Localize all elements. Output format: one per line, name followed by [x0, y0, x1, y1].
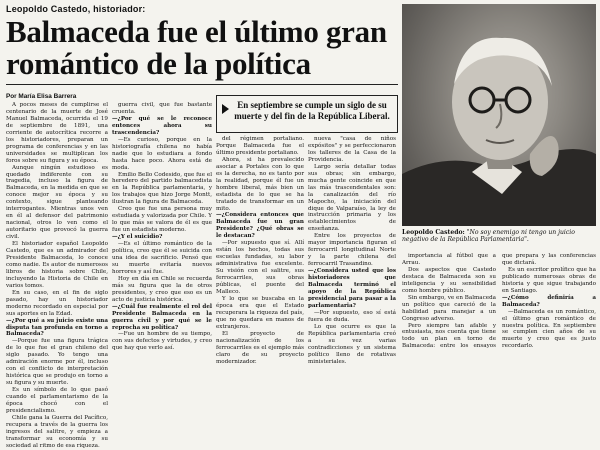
article-paragraph: Hoy en día en Chile se recuerda más su figura que la de otros presidentes, y creo que eso es un acto de justicia histórica.: [112, 275, 212, 303]
pull-quote: En septiembre se cumple un siglo de su muerte y del fin de la República Liberal.: [234, 100, 390, 121]
article-paragraph: —Balmaceda es un romántico, el último gran romántico de nuestra política. En septiembre se cumplen cien años de su muerte y creo que es justo recordarlo.: [502, 308, 596, 350]
interview-question: —¿Y el suicidio?: [112, 234, 163, 241]
caption-text: "No soy enemigo ni tengo un juicio negativo de la República Parlamentaria".: [402, 229, 575, 244]
article-paragraph: El proyecto de nacionalización de los ferrocarriles es el ejemplo más claro de su proyecto modernizador.: [216, 330, 304, 365]
caption-name: Leopoldo Castedo:: [402, 229, 465, 236]
article-paragraph: del régimen portaliano. Porque Balmaceda fue el último presidente portaliano.: [216, 136, 304, 156]
portrait-photo: [402, 4, 596, 226]
article-paragraph: Chile gana la Guerra del Pacífico, recupera a través de la guerra los ingresos del salitre, y empieza a transformar su economía y su sociedad al ritmo de esa riqueza.: [6, 414, 108, 449]
interview-question: —¿Considera usted que los historiadores que Balmaceda terminó el apoyo de la República presidencial para pasar a la parlamentaria?: [308, 268, 396, 309]
article-paragraph: Y lo que se buscaba en la época era que el Estado recuperara la riqueza del país, que no quedara en manos de extranjeros.: [216, 295, 304, 330]
article-paragraph: importancia al fútbol que a Arrau.: [402, 253, 496, 266]
article-paragraph: —Porque fue una figura trágica de lo que fue el gran chileno del siglo pasado. Yo tengo una admiración enorme por él, incluso con el conflicto de interpretación histórica que se produjo en torno a su figura y su muerte.: [6, 338, 108, 387]
photo-caption: [402, 229, 596, 244]
triangle-bullet-icon: [222, 104, 229, 114]
kicker: Leopoldo Castedo, historiador:: [6, 4, 146, 14]
pull-quote-box: [216, 95, 398, 133]
article-paragraph: Largo sería detallar todas sus obras; sin embargo, mucha gente coincide en que las más trascendentales son: la canalización del río Mapocho, la iniciación del dique de Valparaíso, la ley de instrucción primaria y los establecimientos de enseñanza.: [308, 163, 396, 233]
article-paragraph: A pocos meses de cumplirse el centenario de la muerte de José Manuel Balmaceda, ocurrida el 19 de septiembre de 1891, una corriente de autocrítica recorre a los historiadores, preparan un programa de conferencias y en las universidades se multiplican los foros sobre su figura y su época.: [6, 102, 108, 164]
article-paragraph: Sin embargo, ve en Balmaceda un político que careció de la habilidad para manejar a un Congreso adverso.: [402, 294, 496, 322]
article-paragraph: —Es el último romántico de la política, creo que él se suicida con una idea de sacrificio. Pensó que su muerte evitaría nuevos horrores y así fue.: [112, 241, 212, 275]
article-column-2: [112, 102, 212, 408]
article-paragraph: Ahora, si ha prevalecido asociar a Portales con lo que es la derecha, no es tanto por la realidad, porque él fue un hombre liberal, más bien un estadista de lo que se ha tratado de transformar en un mito.: [216, 156, 304, 212]
article-paragraph: Es un escritor prolífico que ha publicado numerosas obras de historia y que sigue trabajando en Santiago.: [502, 266, 596, 294]
article-paragraph: Aunque ningún estudioso es quedado indiferente con su tragedia, incluso la figura de Balmaceda, en la medida en que se conoce mejor su época y su contexto, sigue planteando interrogantes. Mientras unos ven en él al defensor del patrimonio nacional, otros lo ven como el autoritario que provocó la guerra civil.: [6, 164, 108, 241]
interview-question: —¿Cuál fue realmente el rol del Presidente Balmaceda en la guerra civil y por qué se le reprocha su política?: [112, 303, 212, 331]
headline-rule: [6, 84, 398, 85]
article-column-3: [216, 136, 304, 408]
interview-question: —¿Cómo definiría a Balmaceda?: [502, 294, 596, 308]
headline: Balmaceda fue el último gran romántico de la política: [6, 14, 387, 81]
article-paragraph: El historiador español Leopoldo Castedo, que es un admirador del Presidente Balmaceda, lo conoce como nadie. Es autor de numerosos libros de historia sobre Chile, incluyendo la Historia de Chile en varios tomos.: [6, 241, 108, 289]
interview-question: —¿Considera entonces que Balmaceda fue un gran Presidente? ¿Qué obras se le destacan?: [216, 212, 304, 240]
byline: Por María Elisa Barrera: [6, 93, 77, 100]
article-paragraph: Entre los proyectos de mayor importancia figuran el ferrocarril longitudinal Norte y la parte chilena del ferrocarril Trasandino.: [308, 233, 396, 268]
article-column-4: [308, 136, 396, 408]
article-paragraph: En su caso, en el fin de siglo pasado, hay un historiador moderno recordado en especial por sus aportes en la Edad.: [6, 289, 108, 317]
article-paragraph: —Es curioso, porque en la historiografía chilena no había nadie que lo estudiara a fondo hasta hace poco. Ahora está de moda.: [112, 136, 212, 171]
article-paragraph: Pero siempre tan afable y entusiasta, nos cuenta que tiene todo un plan en torno de Balmaceda: entre los ensayos que prepara y las conferencias que dictará.: [402, 253, 596, 350]
article-paragraph: —Fue un hombre de su tiempo, con sus defectos y virtudes, y creo que hay que verlo así.: [112, 331, 212, 352]
article-column-5: [402, 253, 596, 408]
article-paragraph: —Por supuesto que sí. Allí están los hechos, todas sus escuelas fundadas, su labor administrativa fue excelente. Su visión con el salitre, sus ferrocarriles, sus obras públicas, el puente del Malleco.: [216, 240, 304, 295]
article-paragraph: Creo que fue una persona muy estudiada y valorizada por Chile. Y lo que más se valora de él es que fue un estadista moderno.: [112, 206, 212, 234]
article-paragraph: Emilio Bello Codesido, que fue el heredero del partido balmacedista en la República parlamentaria, y los trabajos que hizo Jorge Montt, ilustran la figura de Balmaceda.: [112, 171, 212, 206]
article-column-1: [6, 102, 108, 449]
article-paragraph: nueva "casa de niños expósitos" y se perfeccionaron los talleres de la Casa de la Providencia.: [308, 136, 396, 163]
article-paragraph: —Por supuesto, eso sí está fuera de duda.: [308, 309, 396, 323]
portrait-illustration: [402, 4, 596, 226]
article-paragraph: guerra civil, que fue bastante cruenta.: [112, 102, 212, 115]
interview-question: —¿Por qué se le reconoce entonces ahora su trascendencia?: [112, 115, 212, 136]
article-paragraph: Lo que ocurre es que la República parlamentaria creó a su vez varias contradicciones y un sistema político lleno de rotativas ministeriales.: [308, 323, 396, 365]
article-paragraph: Es un símbolo de lo que pasó cuando el parlamentarismo de la época chocó con el presidencialismo.: [6, 387, 108, 414]
article-paragraph: Dos aspectos que Castedo destaca de Balmaceda son su inteligencia y su sensibilidad como hombre público.: [402, 266, 496, 294]
interview-question: —¿Por qué a su juicio existe una disputa tan profunda en torno a Balmaceda?: [6, 317, 108, 338]
